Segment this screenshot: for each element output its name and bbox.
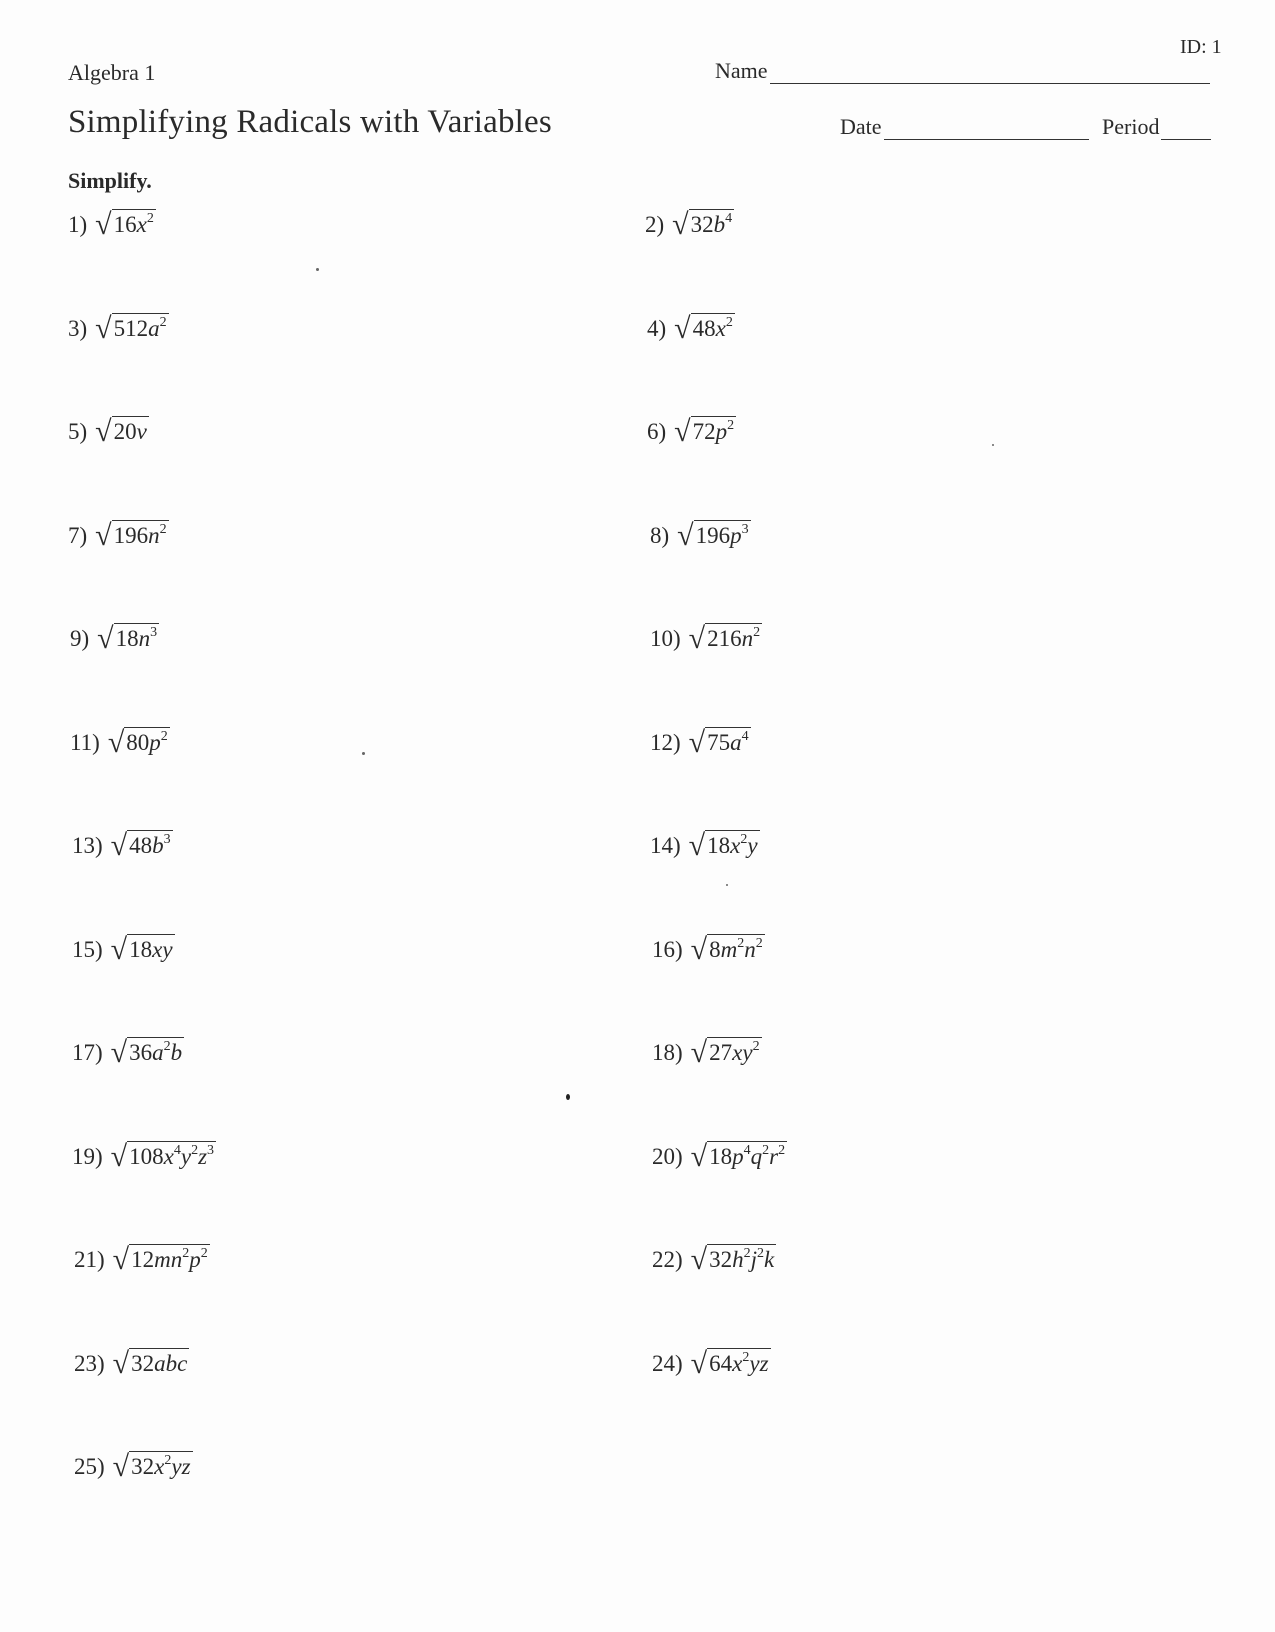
problem-item — [68, 311, 169, 345]
radical-expression — [112, 1346, 190, 1380]
radical-sign-icon: √ — [110, 829, 128, 862]
problem-item — [645, 208, 734, 241]
radical-sign-icon: √ — [95, 311, 112, 345]
radical-sign-icon: √ — [95, 208, 112, 241]
radicand: $27xy^2$ — [709, 1039, 760, 1065]
course-name: Algebra 1 — [68, 60, 156, 85]
radical-expression — [110, 932, 175, 966]
problem-number: 2) — [645, 212, 665, 237]
scan-speck — [566, 1094, 570, 1100]
radical-sign-icon: √ — [688, 829, 706, 862]
radical-sign-icon: √ — [677, 518, 694, 552]
problem-number: 19) — [72, 1143, 103, 1169]
radical-sign-icon: √ — [688, 622, 706, 655]
radical-expression — [674, 311, 735, 345]
radicand: $36a^2b$ — [129, 1039, 183, 1065]
problem-number: 22) — [652, 1247, 683, 1272]
problem-number: 11) — [70, 729, 100, 755]
name-label: Name — [715, 58, 768, 83]
problem-number: 14) — [650, 833, 681, 858]
radical-expression — [95, 311, 168, 345]
radicand: $32b^4$ — [690, 211, 733, 237]
radicand: $18x^2y$ — [707, 832, 758, 858]
radical-sign-icon: √ — [690, 1139, 708, 1173]
radical-expression — [688, 622, 762, 655]
radicand: $216n^2$ — [707, 625, 761, 651]
problem-item — [68, 208, 156, 241]
name-field[interactable] — [715, 58, 1210, 84]
radical-sign-icon: √ — [112, 1450, 130, 1483]
radical-expression — [97, 622, 159, 655]
radicand: $72p^2$ — [692, 418, 735, 444]
problem-item — [647, 311, 735, 345]
problem-item — [652, 1139, 787, 1173]
problem-number: 7) — [68, 522, 88, 548]
problem-number: 9) — [70, 626, 90, 651]
problem-item — [650, 622, 762, 655]
radicand: $512a^2$ — [113, 314, 167, 341]
radicand: $48b^3$ — [129, 832, 171, 858]
radical-sign-icon: √ — [112, 1346, 130, 1380]
radical-sign-icon: √ — [95, 518, 112, 552]
radicand: $48x^2$ — [692, 314, 733, 341]
radicand: 32abc — [129, 1348, 189, 1377]
radical-expression — [110, 829, 173, 862]
radical-expression — [110, 1139, 216, 1173]
radicand: $75a^4$ — [707, 728, 749, 755]
radical-expression — [688, 725, 751, 759]
radical-expression — [112, 1450, 193, 1483]
radical-expression — [95, 518, 168, 552]
problem-item — [70, 622, 159, 655]
problem-item — [72, 1036, 184, 1069]
problem-number: 5) — [68, 419, 88, 444]
problem-number: 20) — [652, 1143, 683, 1169]
scan-speck — [726, 884, 728, 886]
problem-item — [72, 1139, 216, 1173]
problem-item — [72, 932, 175, 966]
problem-number: 24) — [652, 1350, 683, 1376]
date-blank-line[interactable] — [884, 117, 1089, 140]
radical-expression — [690, 932, 765, 966]
radicand: $64x^2yz$ — [709, 1349, 769, 1376]
problem-item — [650, 725, 751, 759]
scan-speck — [316, 268, 319, 271]
name-blank-line[interactable] — [770, 61, 1210, 84]
problem-item — [650, 518, 751, 552]
radical-expression — [674, 415, 736, 448]
radical-sign-icon: √ — [690, 932, 708, 966]
radicand: $18n^3$ — [115, 625, 158, 651]
problem-number: 10) — [650, 626, 681, 651]
problem-item — [74, 1346, 189, 1380]
radicand: $196p^3$ — [695, 521, 749, 548]
radical-sign-icon: √ — [95, 415, 112, 448]
problem-item — [647, 415, 736, 448]
radical-expression — [672, 208, 734, 241]
radicand: $32x^2yz$ — [131, 1453, 191, 1479]
radicand: 20v — [112, 416, 149, 445]
problem-number: 1) — [68, 212, 88, 237]
problem-item — [652, 932, 765, 966]
problem-number: 16) — [652, 936, 683, 962]
problem-item — [74, 1243, 210, 1276]
radical-expression — [690, 1243, 777, 1276]
radical-expression — [95, 415, 149, 448]
radical-sign-icon: √ — [97, 622, 114, 655]
radical-sign-icon: √ — [674, 415, 691, 448]
problem-number: 3) — [68, 315, 88, 341]
radical-expression — [95, 208, 156, 241]
instruction-text: Simplify. — [68, 168, 152, 193]
radicand: $18p^4q^2r^2$ — [709, 1142, 786, 1169]
radical-expression — [690, 1346, 771, 1380]
radical-sign-icon: √ — [674, 311, 691, 345]
scan-speck — [992, 444, 994, 446]
problem-item — [650, 829, 760, 862]
radical-sign-icon: √ — [690, 1346, 708, 1380]
problem-number: 18) — [652, 1040, 683, 1065]
radicand: $12mn^2p^2$ — [131, 1246, 208, 1272]
problem-item — [652, 1036, 762, 1069]
scan-speck — [362, 752, 365, 755]
problem-number: 25) — [74, 1454, 105, 1479]
problem-number: 23) — [74, 1350, 105, 1376]
page-title: Simplifying Radicals with Variables — [68, 104, 552, 140]
period-label: Period — [1102, 114, 1160, 139]
radical-expression — [110, 1036, 184, 1069]
radical-expression — [688, 829, 760, 862]
radical-sign-icon: √ — [672, 208, 689, 241]
date-label: Date — [840, 114, 882, 139]
radical-sign-icon: √ — [110, 1036, 128, 1069]
radicand: 18xy — [127, 934, 174, 963]
radicand: $196n^2$ — [113, 521, 167, 548]
radical-expression — [112, 1243, 210, 1276]
radical-sign-icon: √ — [110, 932, 128, 966]
radical-sign-icon: √ — [110, 1139, 128, 1173]
problem-number: 15) — [72, 936, 103, 962]
radical-sign-icon: √ — [690, 1243, 708, 1276]
problem-item — [70, 725, 170, 759]
radicand: $8m^2n^2$ — [709, 935, 763, 962]
period-blank-line[interactable] — [1161, 117, 1211, 140]
radical-sign-icon: √ — [107, 725, 125, 759]
worksheet-id: ID: 1 — [1180, 36, 1222, 58]
problem-item — [68, 415, 149, 448]
period-field[interactable] — [1102, 114, 1211, 140]
radicand: $108x^4y^2z^3$ — [129, 1142, 215, 1169]
radicand: $16x^2$ — [113, 211, 154, 237]
radical-sign-icon: √ — [690, 1036, 708, 1069]
problem-item — [652, 1243, 776, 1276]
problem-item — [72, 829, 173, 862]
radical-sign-icon: √ — [112, 1243, 130, 1276]
problem-item — [74, 1450, 193, 1483]
radical-sign-icon: √ — [688, 725, 706, 759]
problem-item — [68, 518, 169, 552]
problem-number: 4) — [647, 315, 667, 341]
problem-number: 6) — [647, 419, 667, 444]
radical-expression — [107, 725, 170, 759]
radicand: $32h^2j^2k$ — [709, 1246, 775, 1272]
date-field[interactable] — [840, 114, 1089, 140]
radical-expression — [677, 518, 750, 552]
problem-item — [652, 1346, 771, 1380]
problem-number: 21) — [74, 1247, 105, 1272]
problem-number: 8) — [650, 522, 670, 548]
problem-number: 17) — [72, 1040, 103, 1065]
problem-number: 13) — [72, 833, 103, 858]
radicand: $80p^2$ — [126, 728, 168, 755]
problem-number: 12) — [650, 729, 681, 755]
radical-expression — [690, 1036, 762, 1069]
radical-expression — [690, 1139, 787, 1173]
